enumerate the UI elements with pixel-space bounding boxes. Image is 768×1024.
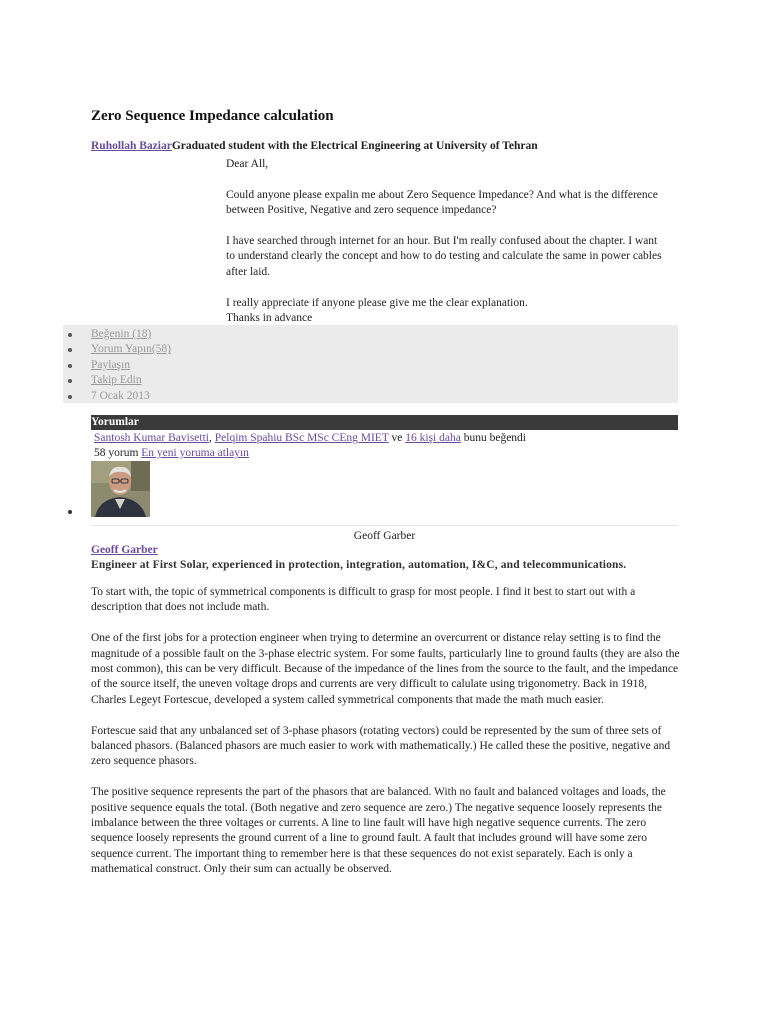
post-body bbox=[226, 157, 666, 326]
action-item-share bbox=[63, 358, 678, 373]
commenter-name-link[interactable]: Geoff Garber bbox=[91, 544, 158, 556]
post-greeting: Dear All, bbox=[226, 158, 269, 170]
post-actions-list bbox=[63, 325, 678, 404]
comment-paragraph: Fortescue said that any unbalanced set of 3-phase phasors (rotating vectors) could be represented by the sum of three sets of balanced phasors. (Balanced phasors are much easier to work with mathematically.) He called these the positive, negative and zero sequence phasors. bbox=[91, 724, 671, 768]
post-author-headline: Graduated student with the Electrical Engineering at University of Tehran bbox=[171, 140, 538, 152]
post-actions-bar bbox=[63, 325, 678, 403]
likes-separator: , bbox=[209, 432, 212, 444]
post-signoff: Thanks in advance bbox=[226, 312, 313, 325]
action-item-comment bbox=[63, 342, 678, 357]
comment-body bbox=[91, 585, 681, 893]
post-paragraph: Could anyone please expalin me about Zero Sequence Impedance? And what is the difference between Positive, Negative and zero sequence impedance? bbox=[226, 188, 658, 217]
comment-count: 58 yorum bbox=[94, 447, 139, 459]
likes-line bbox=[94, 431, 526, 446]
post-title: Zero Sequence Impedance calculation bbox=[91, 108, 334, 124]
post-author-link[interactable]: Ruhollah Baziar bbox=[91, 140, 172, 152]
comments-header: Yorumlar bbox=[91, 415, 678, 430]
likes-and-word: ve bbox=[391, 432, 403, 444]
action-item-follow bbox=[63, 373, 678, 388]
list-bullet bbox=[68, 510, 72, 514]
like-link[interactable]: Beğenin (18) bbox=[91, 328, 152, 340]
share-link[interactable]: Paylaşın bbox=[91, 358, 130, 371]
post-paragraph: I have searched through internet for an hour. But I'm really confused about the chapter. I want to understand clearly the concept and how to do testing and calculate the same in power cables after laid. bbox=[226, 235, 662, 278]
follow-link[interactable]: Takip Edin bbox=[91, 374, 142, 387]
comment-paragraph: One of the first jobs for a protection engineer when trying to determine an overcurrent or distance relay setting is to find the magnitude of a possible fault on the 3-phase electric system. For some faults, particularly line to ground faults (they are also the most common), this can be very difficult. Because of the impedance of the lines from the source to the fault, and the impedance of the source itself, the uneven voltage drops and currents are very difficult to calulate using trigonometry. Back in 1918, Charles Legeyt Fortescue, developed a system called symmetrical components that made the math much easier. bbox=[91, 632, 680, 706]
likes-suffix: bunu beğendi bbox=[463, 432, 526, 444]
post-date: 7 Ocak 2013 bbox=[91, 389, 150, 402]
comment-paragraph: To start with, the topic of symmetrical components is difficult to grasp for most people. I find it best to start out with a description that does not include math. bbox=[91, 586, 636, 614]
commenter-headline: Engineer at First Solar, experienced in protection, integration, automation, I&C, and telecommunications. bbox=[91, 559, 627, 571]
commenter-name bbox=[91, 544, 158, 556]
comment-link[interactable]: Yorum Yapın(58) bbox=[91, 343, 171, 356]
jump-to-latest-link[interactable]: En yeni yoruma atlayın bbox=[141, 447, 249, 459]
liker-link[interactable]: Santosh Kumar Bavisetti bbox=[94, 432, 209, 444]
liker-link[interactable]: Pelqim Spahiu BSc MSc CEng MIET bbox=[214, 432, 389, 444]
post-paragraph: I really appreciate if anyone please give me the clear explanation. bbox=[226, 296, 528, 309]
action-item-like bbox=[63, 327, 678, 342]
avatar-caption: Geoff Garber bbox=[353, 530, 416, 542]
comment-count-line bbox=[94, 446, 249, 461]
comment-paragraph: The positive sequence represents the part of the phasors that are balanced. With no fault and balanced voltages and loads, the positive sequence equals the total. (Both negative and zero sequence are zero.) The negative sequence loosely represents the imbalance between the three voltages or currents. A line to line fault will have high negative sequence currents. The zero sequence loosely represents the ground current of a line to ground fault. A fault that includes ground will have some zero sequence current. The important thing to remember here is that these sequences do not exist separately. Each is only a mathematical construct. Only their sum can actually be observed. bbox=[91, 786, 666, 876]
profile-photo-icon bbox=[91, 461, 150, 517]
more-likers-link[interactable]: 16 kişi daha bbox=[405, 432, 461, 444]
comment-divider bbox=[91, 525, 678, 526]
commenter-avatar[interactable] bbox=[91, 461, 150, 517]
post-author-line bbox=[91, 140, 538, 152]
action-item-date bbox=[63, 389, 678, 404]
